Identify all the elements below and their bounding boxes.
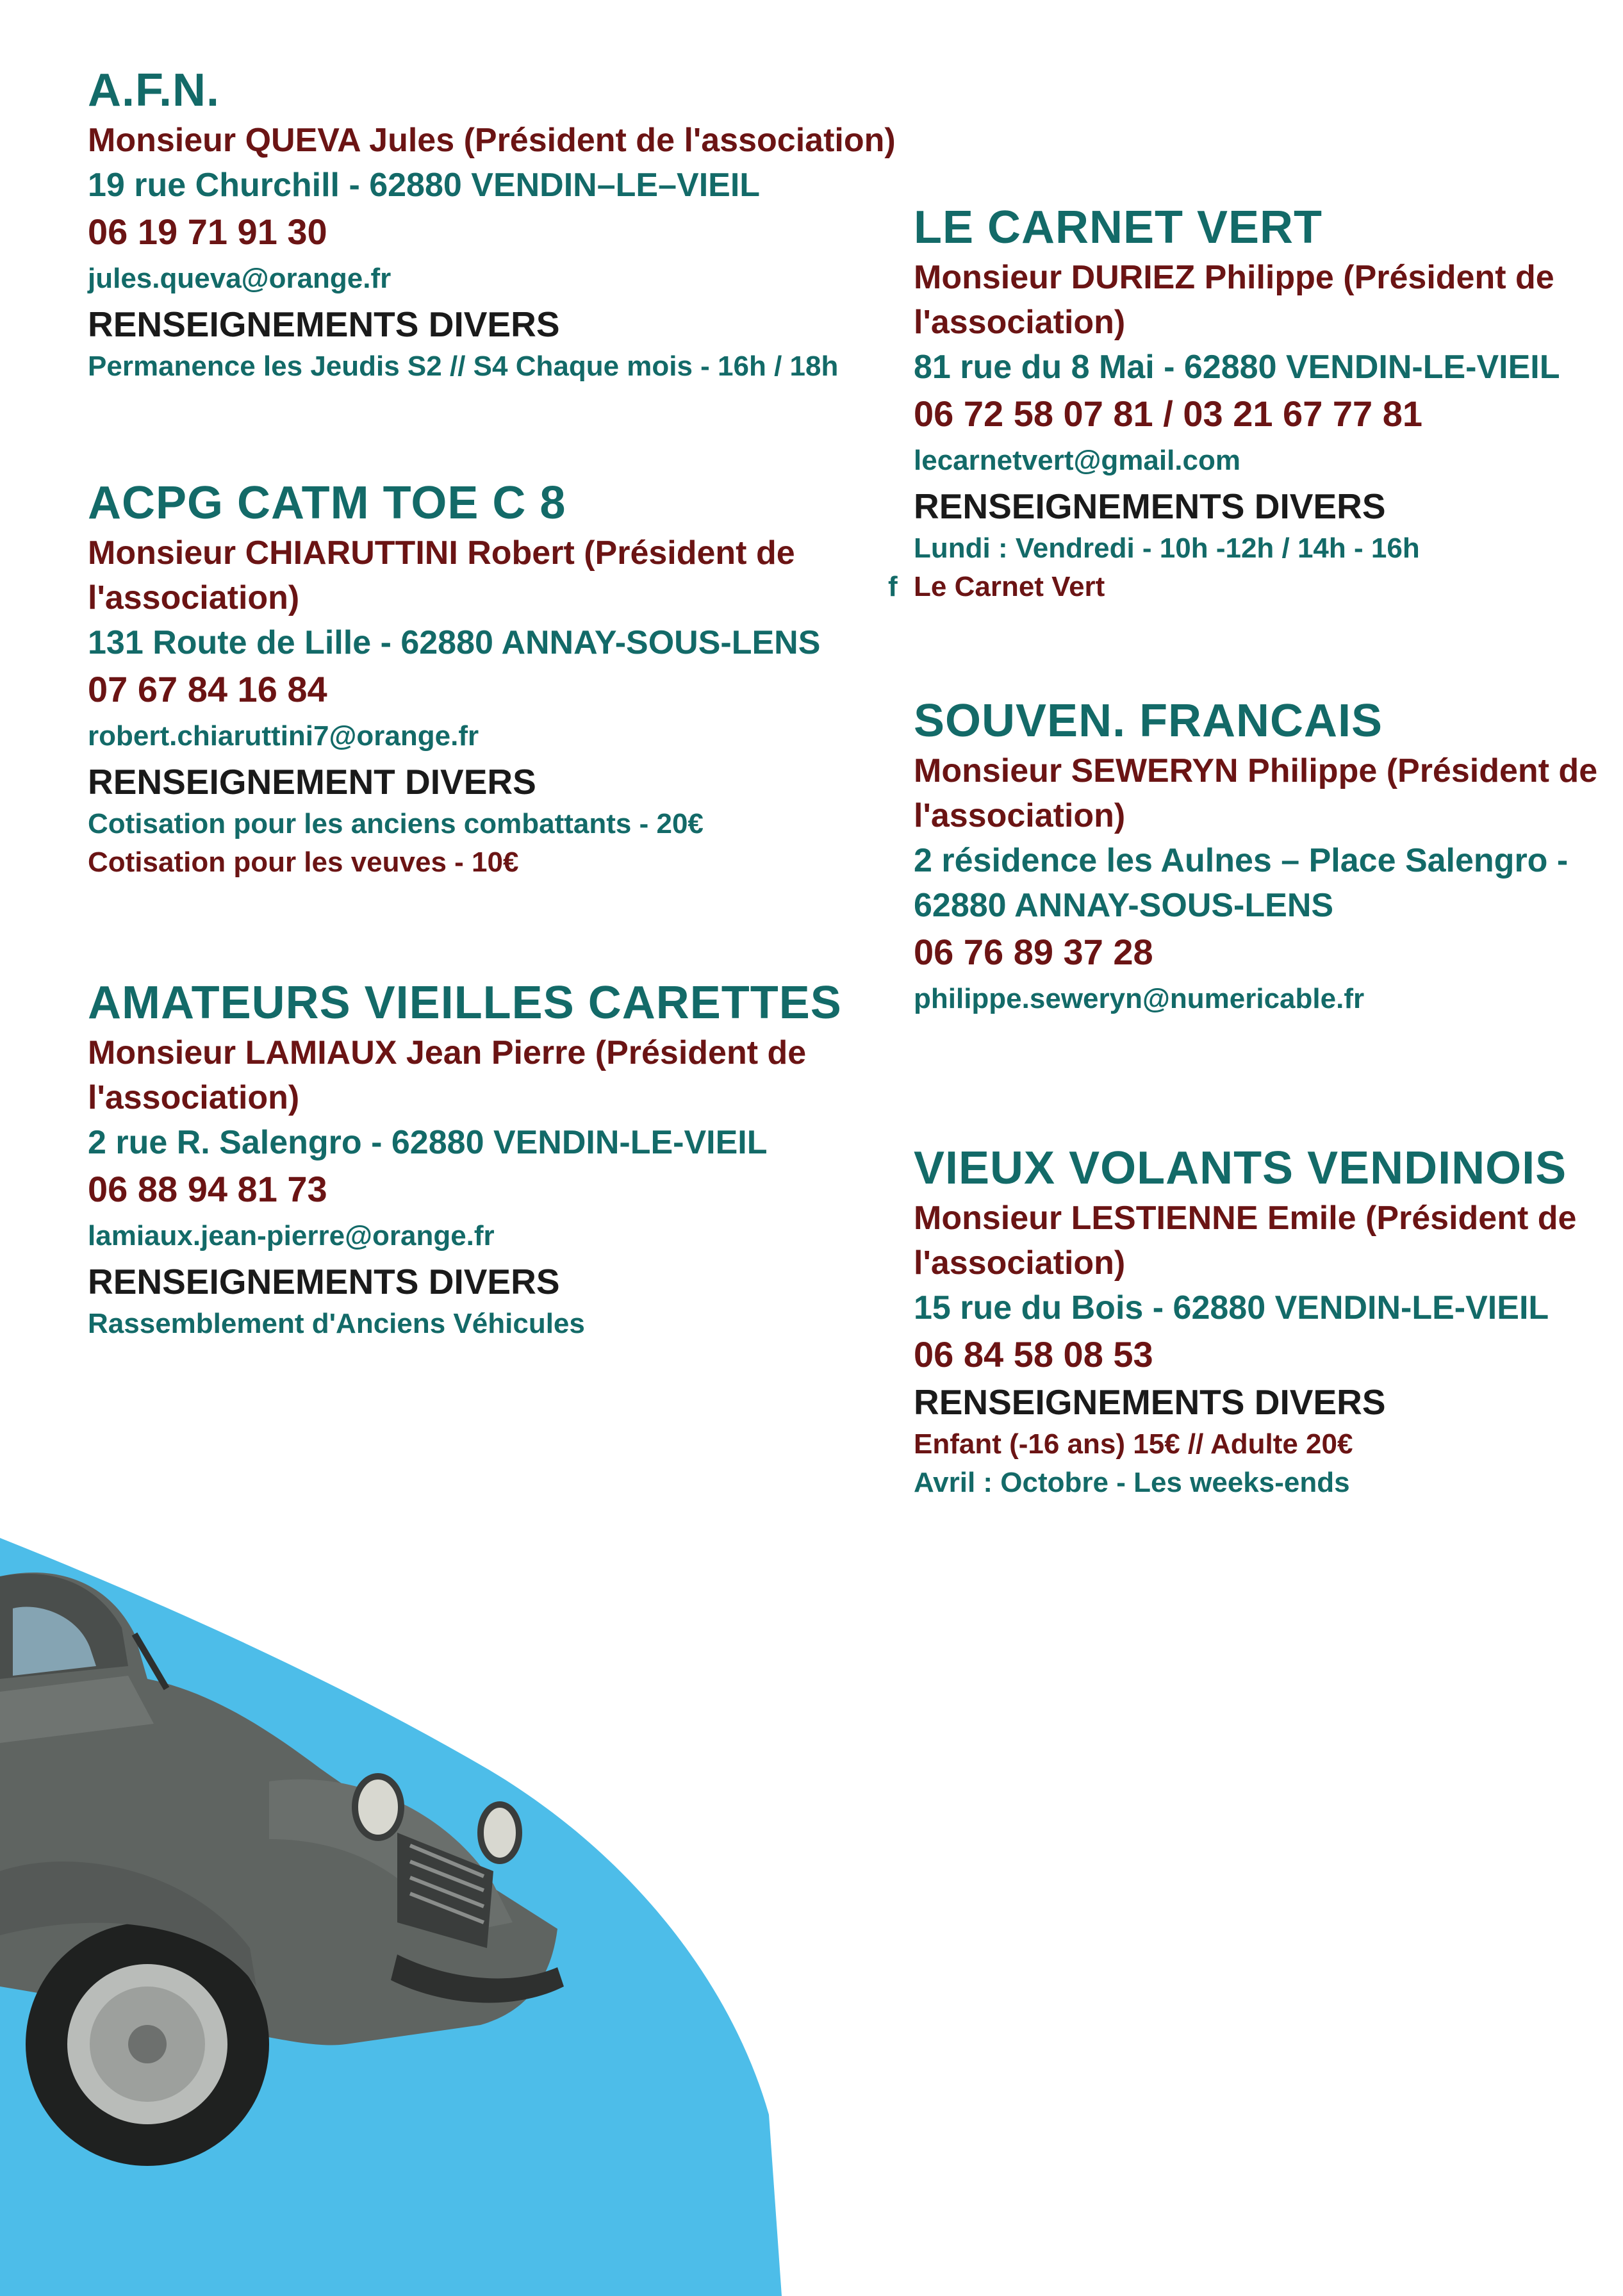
info-note: Avril : Octobre - Les weeks-ends (914, 1467, 1350, 1498)
info-note: Permanence les Jeudis S2 // S4 Chaque mois - 16h / 18h (88, 351, 839, 382)
phone-number: 06 88 94 81 73 (88, 1169, 327, 1209)
info-note: Cotisation pour les veuves - 10€ (88, 847, 519, 878)
address-line: 19 rue Churchill - 62880 VENDIN–LE–VIEIL (88, 167, 761, 204)
info-heading: RENSEIGNEMENT DIVERS (88, 762, 536, 802)
vintage-car-icon (0, 1538, 782, 2296)
association-title: LE CARNET VERT (914, 202, 1323, 253)
address-line: 2 résidence les Aulnes – Place Salengro - (914, 842, 1569, 879)
association-acpg (88, 475, 820, 882)
email-address[interactable]: lamiaux.jean-pierre@orange.fr (88, 1220, 495, 1251)
president-line: l'association) (914, 797, 1126, 834)
info-note: Enfant (-16 ans) 15€ // Adulte 20€ (914, 1428, 1353, 1460)
president-line: Monsieur LESTIENNE Emile (Président de (914, 1200, 1577, 1237)
address-line: 81 rue du 8 Mai - 62880 VENDIN-LE-VIEIL (914, 349, 1560, 386)
association-souven-francais (914, 693, 1597, 1021)
association-title: VIEUX VOLANTS VENDINOIS (914, 1143, 1567, 1194)
address-line: 2 rue R. Salengro - 62880 VENDIN-LE-VIEIL (88, 1124, 768, 1161)
info-note: Lundi : Vendredi - 10h -12h / 14h - 16h (914, 533, 1420, 564)
association-title: A.F.N. (88, 65, 220, 116)
association-title: AMATEURS VIEILLES CARETTES (88, 977, 842, 1028)
phone-number: 06 76 89 37 28 (914, 932, 1153, 972)
facebook-page-link[interactable]: Le Carnet Vert (914, 571, 1105, 602)
president-line: l'association) (914, 1244, 1126, 1282)
facebook-icon[interactable]: f (888, 571, 898, 602)
info-heading: RENSEIGNEMENTS DIVERS (914, 1382, 1386, 1422)
president-line: Monsieur CHIARUTTINI Robert (Président de (88, 534, 795, 572)
address-line: 15 rue du Bois - 62880 VENDIN-LE-VIEIL (914, 1289, 1549, 1326)
president-line: Monsieur SEWERYN Philippe (Président de (914, 752, 1598, 789)
president-line: l'association) (88, 579, 300, 616)
address-line: 62880 ANNAY-SOUS-LENS (914, 887, 1334, 924)
association-title: SOUVEN. FRANCAIS (914, 695, 1383, 747)
association-le-carnet-vert (888, 200, 1560, 606)
association-title: ACPG CATM TOE C 8 (88, 477, 566, 529)
phone-number: 06 72 58 07 81 / 03 21 67 77 81 (914, 393, 1423, 434)
info-heading: RENSEIGNEMENTS DIVERS (88, 304, 560, 344)
email-address[interactable]: robert.chiaruttini7@orange.fr (88, 720, 479, 752)
president-line: l'association) (88, 1079, 300, 1116)
president-line: Monsieur DURIEZ Philippe (Président de (914, 259, 1554, 296)
president-line: l'association) (914, 304, 1126, 341)
email-address[interactable]: lecarnetvert@gmail.com (914, 445, 1240, 476)
info-note: Rassemblement d'Anciens Véhicules (88, 1308, 585, 1339)
association-afn (88, 63, 896, 386)
info-heading: RENSEIGNEMENTS DIVERS (88, 1262, 560, 1301)
president-line: Monsieur LAMIAUX Jean Pierre (Président de (88, 1034, 807, 1071)
association-amateurs-vieilles-carettes (88, 975, 842, 1343)
president-line: Monsieur QUEVA Jules (Président de l'association) (88, 122, 896, 159)
address-line: 131 Route de Lille - 62880 ANNAY-SOUS-LENS (88, 624, 821, 661)
email-address[interactable]: jules.queva@orange.fr (88, 263, 391, 294)
phone-number: 06 19 71 91 30 (88, 211, 327, 252)
info-heading: RENSEIGNEMENTS DIVERS (914, 486, 1386, 526)
email-address[interactable]: philippe.seweryn@numericable.fr (914, 983, 1365, 1014)
info-note: Cotisation pour les anciens combattants - 20€ (88, 808, 704, 839)
phone-number: 06 84 58 08 53 (914, 1334, 1153, 1375)
phone-number: 07 67 84 16 84 (88, 669, 327, 709)
association-vieux-volants-vendinois (914, 1141, 1576, 1502)
